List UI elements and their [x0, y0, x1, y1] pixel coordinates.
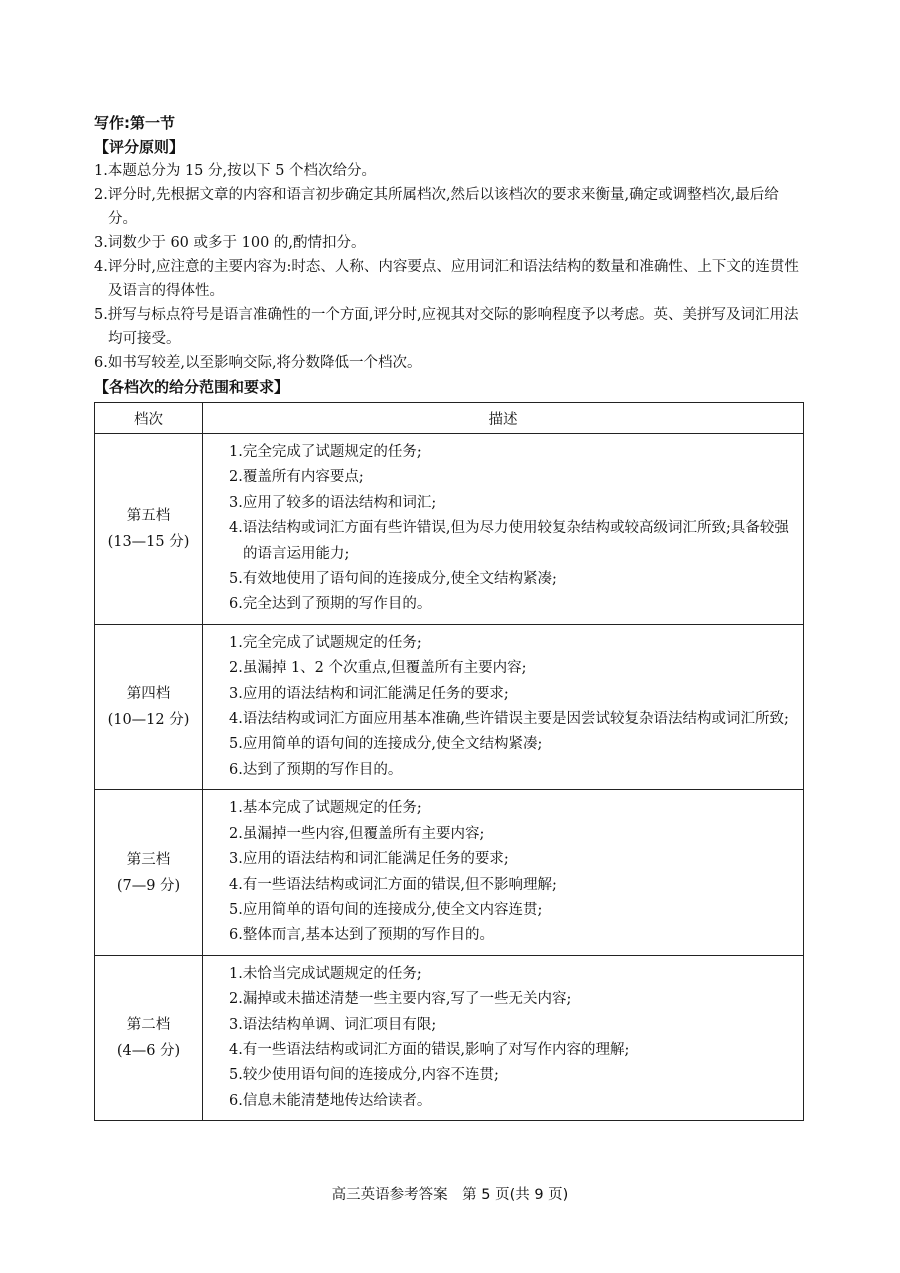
level-name: 第四档: [126, 686, 171, 703]
level-name: 第二档: [126, 1016, 171, 1033]
criterion-item: 5.有效地使用了语句间的连接成分,使全文结构紧凑;: [229, 571, 557, 588]
level-range: (7—9 分): [116, 877, 181, 894]
level-cell: [95, 624, 203, 789]
criterion-item: 4.语法结构或词汇方面应用基本准确,些许错误主要是因尝试较复杂语法结构或词汇所致;: [229, 711, 789, 728]
description-cell: [203, 955, 804, 1120]
level-cell: [95, 790, 203, 955]
table-row: [95, 955, 804, 1120]
criterion-item: 4.语法结构或词汇方面有些许错误,但为尽力使用较复杂结构或较高级词汇所致;具备较强的语言运用能力;: [229, 520, 789, 562]
criterion-item: 2.虽漏掉 1、2 个次重点,但覆盖所有主要内容;: [229, 660, 527, 677]
criterion-item: 6.整体而言,基本达到了预期的写作目的。: [229, 927, 494, 944]
criterion-item: 5.较少使用语句间的连接成分,内容不连贯;: [229, 1067, 499, 1084]
page-footer: 高三英语参考答案 第 5 页(共 9 页): [331, 1187, 569, 1203]
level-range: (13—15 分): [107, 533, 190, 550]
principles-heading: 【评分原则】: [94, 138, 185, 156]
table-row: [95, 434, 804, 625]
criterion-item: 4.有一些语法结构或词汇方面的错误,但不影响理解;: [229, 876, 557, 893]
criterion-item: 1.基本完成了试题规定的任务;: [229, 800, 422, 817]
criterion-item: 6.完全达到了预期的写作目的。: [229, 596, 432, 613]
section-title: 写作:第一节: [94, 114, 175, 132]
criterion-item: 3.语法结构单调、词汇项目有限;: [229, 1016, 437, 1033]
grading-table: [94, 402, 804, 1121]
criterion-item: 5.应用简单的语句间的连接成分,使全文结构紧凑;: [229, 736, 543, 753]
level-name: 第五档: [126, 507, 171, 524]
criterion-item: 4.有一些语法结构或词汇方面的错误,影响了对写作内容的理解;: [229, 1041, 630, 1058]
criterion-item: 2.覆盖所有内容要点;: [229, 469, 364, 486]
page-content: [94, 111, 806, 1121]
description-cell: [203, 434, 804, 625]
table-header-row: [95, 403, 804, 434]
principle-item: 3.词数少于 60 或多于 100 的,酌情扣分。: [94, 235, 366, 251]
criterion-item: 1.完全完成了试题规定的任务;: [229, 634, 422, 651]
level-cell: [95, 434, 203, 625]
principle-item: 1.本题总分为 15 分,按以下 5 个档次给分。: [94, 163, 377, 179]
criterion-item: 6.达到了预期的写作目的。: [229, 761, 403, 778]
principle-item: 2.评分时,先根据文章的内容和语言初步确定其所属档次,然后以该档次的要求来衡量,确定或调整档次,最后给分。: [94, 187, 779, 227]
criterion-item: 2.虽漏掉一些内容,但覆盖所有主要内容;: [229, 825, 485, 842]
level-range: (10—12 分): [107, 712, 190, 729]
criterion-item: 3.应用了较多的语法结构和词汇;: [229, 494, 437, 511]
criterion-item: 6.信息未能清楚地传达给读者。: [229, 1092, 432, 1109]
principle-item: 6.如书写较差,以至影响交际,将分数降低一个档次。: [94, 355, 422, 371]
criterion-item: 1.未恰当完成试题规定的任务;: [229, 965, 422, 982]
description-cell: [203, 790, 804, 955]
principles-list: [94, 159, 806, 375]
description-cell: [203, 624, 804, 789]
header-level: 档次: [95, 403, 203, 434]
principle-item: 4.评分时,应注意的主要内容为:时态、人称、内容要点、应用词汇和语法结构的数量和准确性、上下文的连贯性及语言的得体性。: [94, 259, 799, 299]
levels-heading: 【各档次的给分范围和要求】: [94, 378, 290, 396]
criterion-item: 1.完全完成了试题规定的任务;: [229, 444, 422, 460]
header-description: 描述: [203, 403, 804, 434]
table-row: [95, 790, 804, 955]
table-row: [95, 624, 804, 789]
criterion-item: 3.应用的语法结构和词汇能满足任务的要求;: [229, 851, 509, 868]
level-name: 第三档: [126, 851, 171, 868]
level-cell: [95, 955, 203, 1120]
criterion-item: 5.应用简单的语句间的连接成分,使全文内容连贯;: [229, 901, 543, 918]
level-range: (4—6 分): [116, 1042, 181, 1059]
principle-item: 5.拼写与标点符号是语言准确性的一个方面,评分时,应视其对交际的影响程度予以考虑。英、美拼写及词汇用法均可接受。: [94, 307, 799, 347]
criterion-item: 2.漏掉或未描述清楚一些主要内容,写了一些无关内容;: [229, 991, 572, 1008]
criterion-item: 3.应用的语法结构和词汇能满足任务的要求;: [229, 685, 509, 702]
